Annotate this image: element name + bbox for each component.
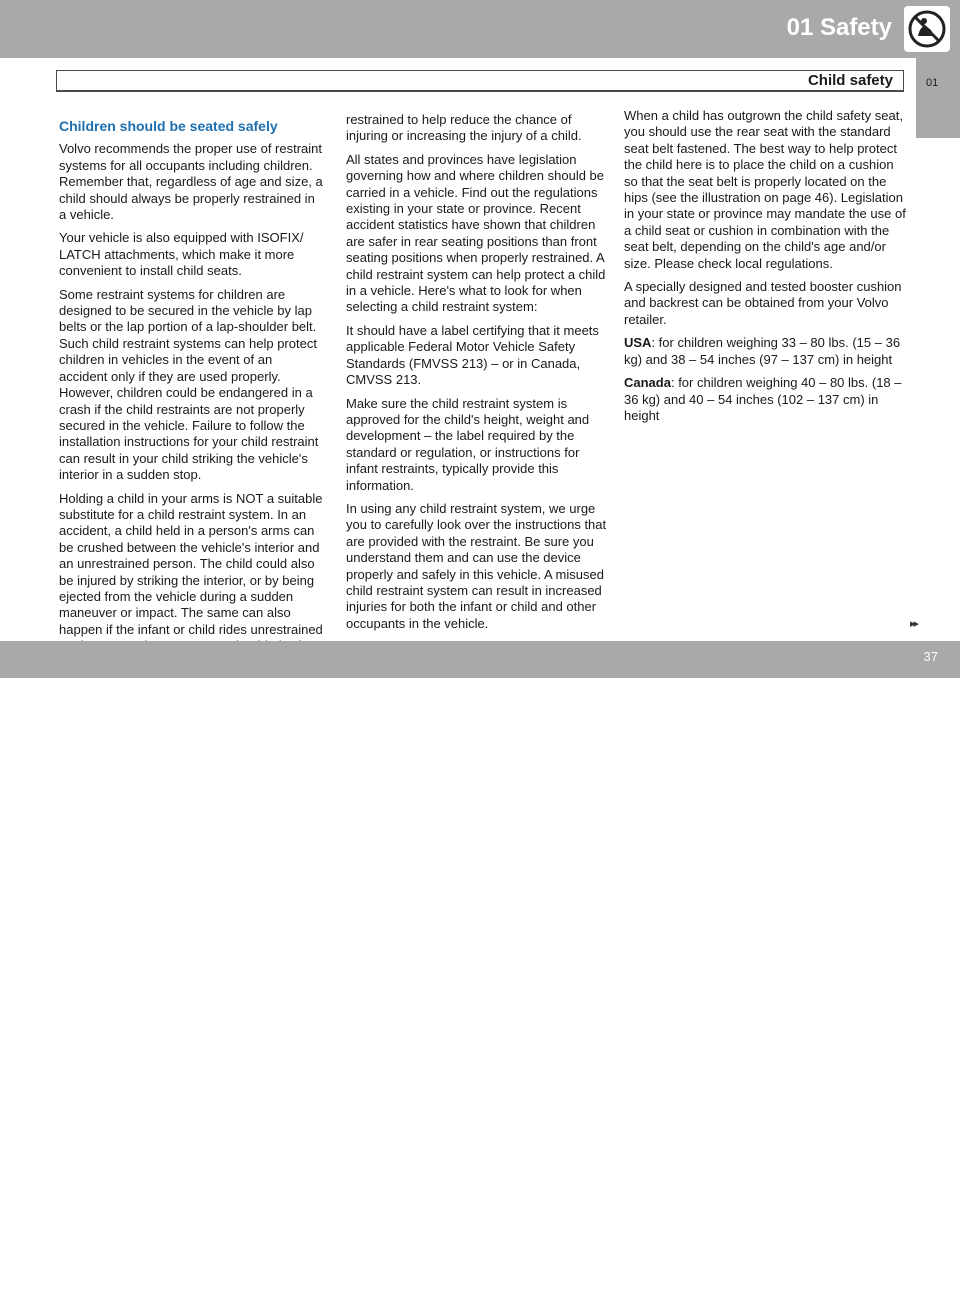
usa-spec bbox=[624, 335, 908, 368]
canada-label: Canada bbox=[624, 375, 671, 391]
watermark: carmanualsonline.info bbox=[460, 1283, 736, 1310]
canada-text: : for children weighing 40 – 80 lbs. (18 – 36 kg) and 40 – 54 inches (102 – 137 cm) in height bbox=[624, 375, 902, 423]
canada-spec bbox=[624, 375, 908, 424]
paragraph: Some restraint systems for children are designed to be secured in the vehicle by lap belts or the lap portion of a lap-shoulder belt. Such child restraint systems can help protect children in vehicles in the event of an accident only if they are used properly. However, children could be endangered in a crash if the child restraints are not properly secured in the vehicle. Failure to follow the installation instructions for your child restraint can result in your child striking the vehicle's interior in a sudden stop. bbox=[59, 286, 319, 483]
paragraph: Volvo recommends the proper use of restraint systems for all occupants including children. Remember that, regardless of age and size, a child should always be properly restrained in a vehicle. bbox=[59, 141, 323, 223]
text-column-1 bbox=[59, 118, 323, 678]
paragraph: When a child has outgrown the child safety seat, you should use the rear seat with the standard seat belt fastened. The best way to help protect the child here is to place the child on a cushion so that the seat belt is properly located on the hips (see the illustration on page 46). Legislation in your state or province may mandate the use of a child seat or cushion in combination with the seat belt, depending on the child's age and/or size. Please check local regulations. bbox=[624, 108, 906, 271]
chapter-title: 01 Safety bbox=[786, 14, 892, 41]
next-page-arrows-icon[interactable]: ▸▸ bbox=[910, 618, 918, 630]
chapter-tab[interactable] bbox=[916, 58, 960, 138]
no-child-in-front-seat-icon bbox=[904, 6, 950, 52]
text-column-2 bbox=[346, 112, 614, 639]
section-title: Child safety bbox=[807, 72, 893, 89]
paragraph: All states and provinces have legislation governing how and where children should be carried in a vehicle. Find out the regulations existing in your state or province. Recent accident statistics have shown that children are safer in rear seating positions than front seating positions when properly restrained. A child restraint system can help protect a child in a vehicle. Here's what to look for when selecting a child restraint system: bbox=[346, 151, 606, 315]
usa-label: USA bbox=[624, 335, 652, 351]
page-number: 37 bbox=[923, 649, 938, 664]
footer-bar bbox=[0, 641, 960, 1310]
paragraph: Holding a child in your arms is NOT a suitable substitute for a child restraint system. In an accident, a child held in a person's arms can be crushed between the vehicle's interior and an unrestrained person. The child could also be injured by striking the interior, or by being ejected from the vehicle during a sudden maneuver or impact. The same can also happen if the infant or child rides unrestrained bbox=[59, 490, 323, 637]
paragraph: A specially designed and tested booster cushion and backrest can be obtained from your Volvo retailer. bbox=[624, 279, 902, 327]
section-bar bbox=[56, 70, 904, 92]
paragraph: restrained to help reduce the chance of injuring or increasing the injury of a child. bbox=[346, 112, 582, 144]
paragraph: Make sure the child restraint system is approved for the child's height, weight and development – the label required by the standard or regulation, or instructions for infant restraints, typically provide this information. bbox=[346, 395, 590, 493]
section-heading: Children should be seated safely bbox=[59, 118, 278, 134]
chapter-tab-label: 01 bbox=[926, 77, 939, 89]
text-column-3 bbox=[624, 108, 908, 431]
paragraph: It should have a label certifying that it meets applicable Federal Motor Vehicle Safety Standards (FMVSS 213) – or in Canada, CMVSS 213. bbox=[346, 322, 599, 388]
header-bar bbox=[0, 0, 960, 58]
paragraph: In using any child restraint system, we urge you to carefully look over the instructions that are provided with the restraint. Be sure you understand them and can use the device properly and safely in this vehicle. A misused child restraint system can result in increased injuries for both the infant or child and other occupants in the vehicle. bbox=[346, 500, 607, 631]
usa-text: : for children weighing 33 – 80 lbs. (15 – 36 kg) and 38 – 54 inches (97 – 137 cm) in height bbox=[624, 335, 901, 367]
paragraph: Your vehicle is also equipped with ISOFIX/ LATCH attachments, which make it more convenient to install child seats. bbox=[59, 230, 304, 279]
